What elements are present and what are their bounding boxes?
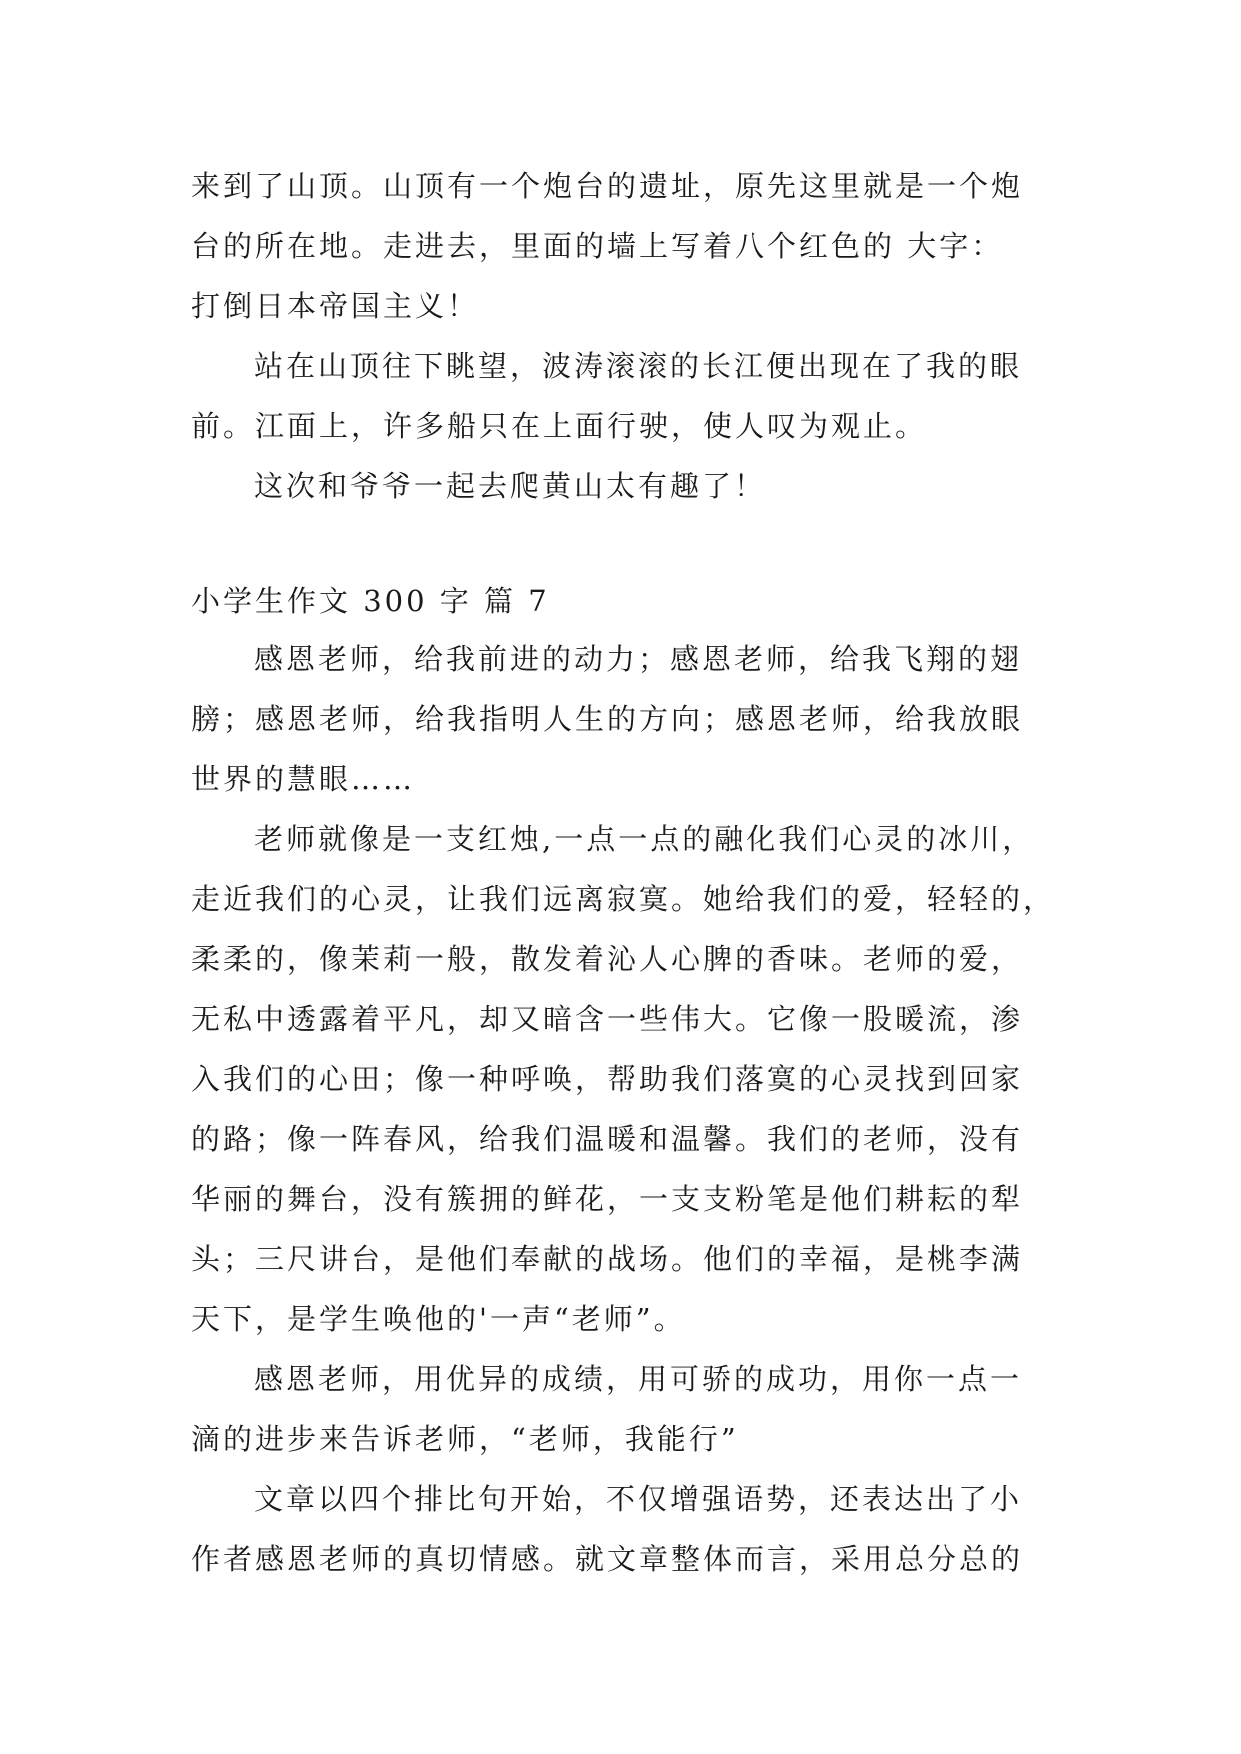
text-line: 这次和爷爷一起去爬黄山太有趣了！ bbox=[254, 469, 767, 503]
section-heading: 小学生作文 300 字 篇 7 bbox=[191, 584, 550, 618]
text-line: 无私中透露着平凡，却又暗含一些伟大。它像一股暖流，渗 bbox=[191, 1002, 1024, 1036]
text-line: 滴的进步来告诉老师，“老师，我能行” bbox=[191, 1422, 739, 1456]
text-line: 文章以四个排比句开始，不仅增强语势，还表达出了小 bbox=[254, 1482, 1023, 1516]
text-line: 天下，是学生唤他的'一声“老师”。 bbox=[191, 1302, 686, 1336]
text-line: 感恩老师，用优异的成绩，用可骄的成功，用你一点一 bbox=[254, 1362, 1023, 1396]
text-line: 打倒日本帝国主义！ bbox=[191, 289, 480, 323]
text-line: 柔柔的，像茉莉一般，散发着沁人心脾的香味。老师的爱， bbox=[191, 942, 1024, 976]
text-line: 作者感恩老师的真切情感。就文章整体而言，采用总分总的 bbox=[191, 1542, 1024, 1576]
text-line: 头；三尺讲台，是他们奉献的战场。他们的幸福，是桃李满 bbox=[191, 1242, 1024, 1276]
text-line: 华丽的舞台，没有簇拥的鲜花，一支支粉笔是他们耕耘的犁 bbox=[191, 1182, 1024, 1216]
text-line: 膀；感恩老师，给我指明人生的方向；感恩老师，给我放眼 bbox=[191, 702, 1024, 736]
text-line: 站在山顶往下眺望，波涛滚滚的长江便出现在了我的眼 bbox=[254, 349, 1023, 383]
text-line: 来到了山顶。山顶有一个炮台的遗址，原先这里就是一个炮 bbox=[191, 169, 1024, 203]
text-line: 入我们的心田；像一种呼唤，帮助我们落寞的心灵找到回家 bbox=[191, 1062, 1024, 1096]
text-line: 的路；像一阵春风，给我们温暖和温馨。我们的老师，没有 bbox=[191, 1122, 1024, 1156]
text-line: 前。江面上，许多船只在上面行驶，使人叹为观止。 bbox=[191, 409, 928, 443]
text-line: 感恩老师，给我前进的动力；感恩老师，给我飞翔的翅 bbox=[254, 642, 1023, 676]
text-line: 世界的慧眼…… bbox=[191, 762, 416, 796]
text-line: 老师就像是一支红烛,一点一点的融化我们心灵的冰川， bbox=[254, 822, 1035, 856]
text-line: 走近我们的心灵，让我们远离寂寞。她给我们的爱，轻轻的， bbox=[191, 882, 1056, 916]
text-line: 台的所在地。走进去，里面的墙上写着八个红色的 大字： bbox=[191, 229, 1004, 263]
